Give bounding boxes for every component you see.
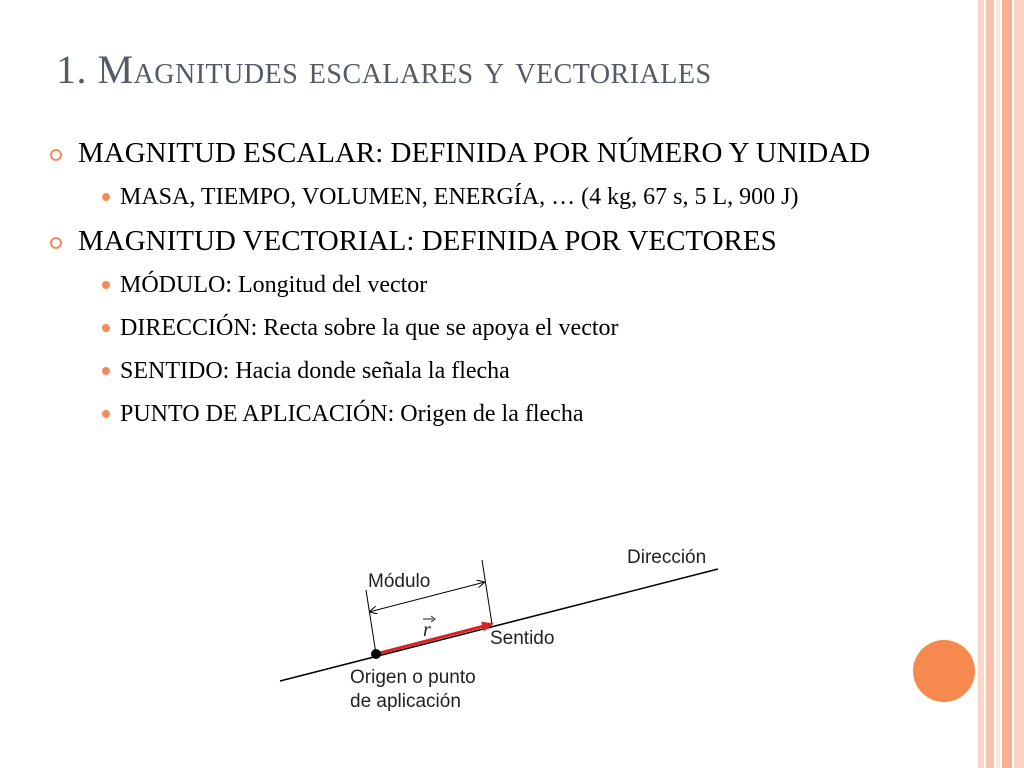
label-vector: r: [423, 619, 431, 641]
slide-title: 1. Magnitudes escalares y vectoriales: [56, 47, 712, 92]
bullet-escalar: [50, 135, 990, 172]
bullet-text: DIRECCIÓN: Recta sobre la que se apoya el vector: [120, 315, 619, 341]
bullet-text: SENTIDO: Hacia donde señala la flecha: [120, 358, 510, 384]
ring-bullet-icon: [50, 237, 62, 249]
bullet-text: MASA, TIEMPO, VOLUMEN, ENERGÍA, … (4 kg, 67 s, 5 L, 900 J): [120, 184, 799, 210]
label-sentido: Sentido: [490, 628, 555, 649]
label-modulo: Módulo: [368, 571, 431, 592]
bullet-modulo: [50, 268, 990, 302]
bullet-text: PUNTO DE APLICACIÓN: Origen de la flecha: [120, 401, 584, 427]
direction-line: [280, 569, 718, 681]
bullet-text: MAGNITUD VECTORIAL: DEFINIDA POR VECTORES: [78, 225, 777, 257]
bullet-sentido: [50, 354, 990, 388]
bullet-vectorial: [50, 223, 990, 260]
label-origen-2: de aplicación: [350, 691, 461, 712]
dot-bullet-icon: [102, 193, 110, 201]
dot-bullet-icon: [102, 410, 110, 418]
dot-bullet-icon: [102, 281, 110, 289]
bullet-text: MAGNITUD ESCALAR: DEFINIDA POR NÚMERO Y UNIDAD: [78, 137, 871, 169]
modulo-extension-right: [482, 560, 492, 624]
ring-bullet-icon: [50, 149, 62, 161]
origin-dot: [371, 649, 381, 659]
vector-arrow: [376, 624, 492, 654]
bullet-direccion: [50, 311, 990, 345]
label-origen-1: Origen o punto: [350, 667, 476, 688]
bullet-escalar-ejemplos: [50, 180, 990, 214]
label-direccion: Dirección: [627, 547, 707, 568]
bullet-punto-aplicacion: [50, 397, 990, 431]
dot-bullet-icon: [102, 367, 110, 375]
modulo-extension-left: [366, 590, 376, 654]
bullet-text: MÓDULO: Longitud del vector: [120, 272, 428, 298]
bullet-list: [50, 135, 990, 440]
vector-diagram: [270, 530, 740, 720]
decorative-orange-circle: [913, 640, 975, 702]
dot-bullet-icon: [102, 324, 110, 332]
